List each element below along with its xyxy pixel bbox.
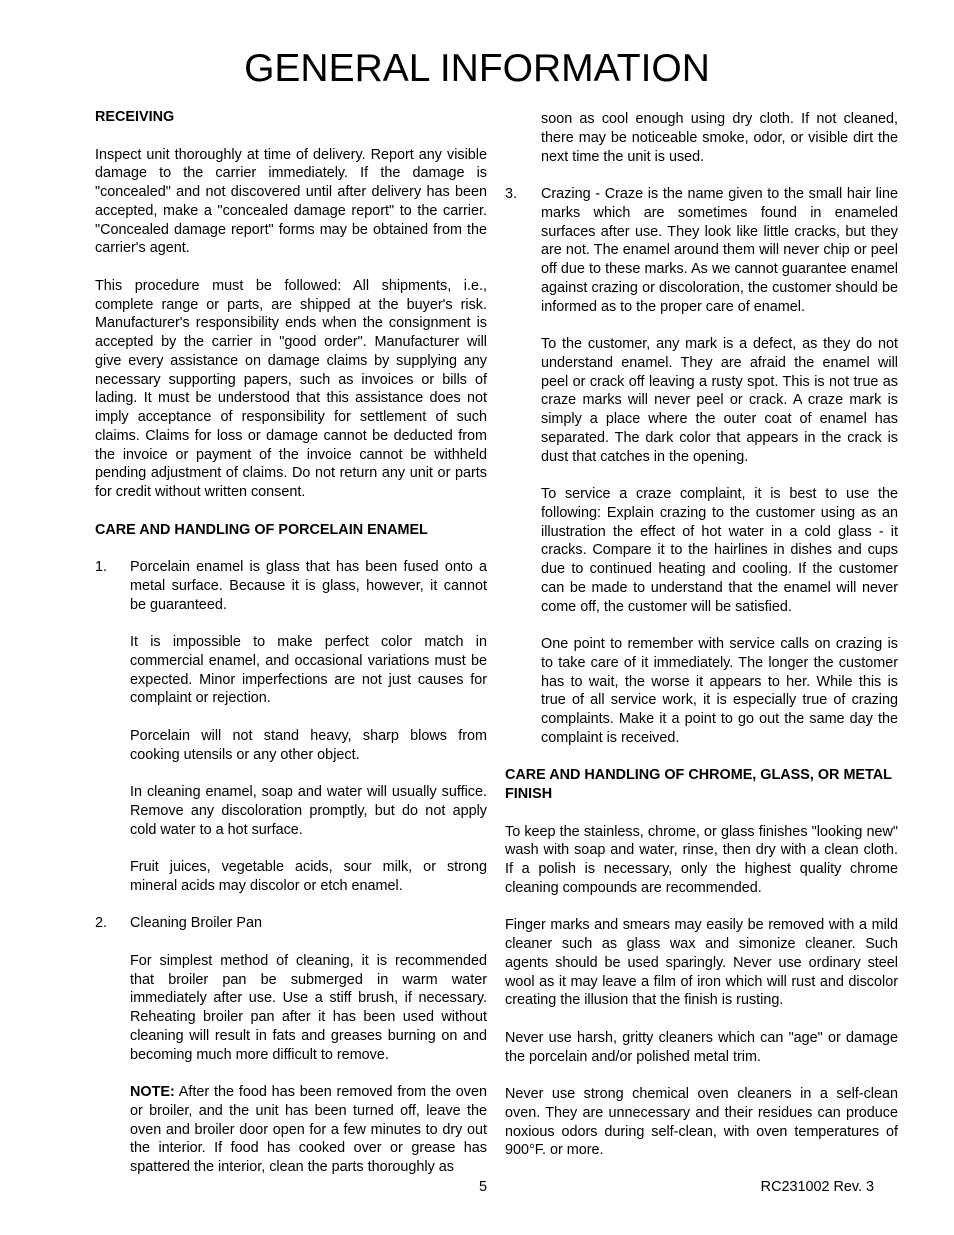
porcelain-item-1 <box>95 558 487 896</box>
item-number: 3. <box>505 186 518 202</box>
item-2-title: Cleaning Broiler Pan <box>130 915 262 932</box>
item-2-paragraph-1: For simplest method of cleaning, it is recommended that broiler pan be submerged in warm water immediately after use. Use a stiff brush, if necessary. Reheating broiler pan after it has been used without cleaning will result in fats and greases burning on and becoming much more difficult to remove. <box>130 952 487 1063</box>
left-column <box>95 108 487 1196</box>
item-1-paragraph-2: It is impossible to make perfect color match in commercial enamel, and occasional variations must be expected. Minor imperfections are not just causes for complaint or rejection. <box>130 634 487 707</box>
note-continuation: soon as cool enough using dry cloth. If not cleaned, there may be noticeable smoke, odor, or visible dirt the next time the unit is used. <box>541 111 898 165</box>
chrome-paragraph-4: Never use strong chemical oven cleaners in a self-clean oven. They are unnecessary and their residues can produce noxious odors during self-clean, with oven temperatures of 900°F. or more. <box>505 1086 898 1159</box>
item-2-note <box>130 1083 487 1177</box>
chrome-paragraph-3: Never use harsh, gritty cleaners which can "age" or damage the porcelain and/or polished metal trim. <box>505 1029 898 1065</box>
receiving-paragraph-2: This procedure must be followed: All shipments, i.e., complete range or parts, are shipped at the buyer's risk. Manufacturer's responsibility ends when the consignment is accepted by the carrier in "good order". Manufacturer will give every assistance on damage claims by supplying any necessary supporting papers, such as invoices or bills of lading. It must be understood that this assistance does not imply acceptance of responsibility for settlement of such claims. Claims for loss or damage cannot be deducted from the invoice or payment of the invoice cannot be withheld pending adjustment of claims. Do not return any unit or parts for credit without written consent. <box>95 277 487 500</box>
item-1-paragraph-5: Fruit juices, vegetable acids, sour milk, or strong mineral acids may discolor or etch enamel. <box>130 859 487 894</box>
receiving-heading: RECEIVING <box>95 109 175 125</box>
item-3-paragraph-3: To service a craze complaint, it is best to use the following: Explain crazing to the customer using as an illustration the effect of hot water in a cold glass - it cracks. Compare it to the hairlines in dishes and cups due to continued heating and cooling. If the customer can be made to understand that the enamel will never come off, the customer will be satisfied. <box>541 486 898 615</box>
item-number: 2. <box>95 915 108 932</box>
document-id: RC231002 Rev. 3 <box>760 1179 874 1195</box>
page-title: GENERAL INFORMATION <box>244 47 710 90</box>
note-text: After the food has been removed from the oven or broiler, and the unit has been turned off, leave the oven and broiler door open for a few minutes to dry out the interior. If food has cooked over or grease has spattered the interior, clean the parts thoroughly as <box>130 1084 487 1175</box>
item-number: 1. <box>95 559 108 575</box>
porcelain-item-2 <box>95 914 487 1177</box>
item-1-paragraph-4: In cleaning enamel, soap and water will usually suffice. Remove any discoloration promptly, but do not apply cold water to a hot surface. <box>130 784 487 838</box>
item-1-paragraph-1: Porcelain enamel is glass that has been fused onto a metal surface. Because it is glass, however, it cannot be guaranteed. <box>130 559 487 613</box>
item-1-paragraph-3: Porcelain will not stand heavy, sharp blows from cooking utensils or any other object. <box>130 727 487 763</box>
item-3-paragraph-1: Crazing - Craze is the name given to the small hair line marks which are sometimes found in enameled surfaces after use. They look like little cracks, but they are not. The enamel around them will never chip or peel off due to these marks. As we cannot guarantee enamel against crazing or discoloration, the customer should be informed as to the proper care of enamel. <box>541 186 898 315</box>
porcelain-item-3 <box>505 185 898 748</box>
chrome-paragraph-1: To keep the stainless, chrome, or glass finishes "looking new" wash with soap and water, rinse, then dry with a clean cloth. If a polish is necessary, only the highest quality chrome cleaning compounds are recommended. <box>505 823 898 896</box>
note-label: NOTE: <box>130 1084 175 1100</box>
porcelain-heading: CARE AND HANDLING OF PORCELAIN ENAMEL <box>95 521 428 538</box>
page-number: 5 <box>479 1179 488 1195</box>
item-3-paragraph-2: To the customer, any mark is a defect, as they do not understand enamel. They are afraid the enamel will peel or crack off leaving a rusty spot. This is not true as craze marks will never peel or crack. A craze mark is simply a place where the outer coat of enamel has separated. The dark color that appears in the crack is dust that catches in the opening. <box>541 336 898 465</box>
receiving-paragraph-1: Inspect unit thoroughly at time of delivery. Report any visible damage to the carrier immediately. If the damage is "concealed" and not discovered until after delivery has been accepted, make a "concealed damage report" to the carrier. "Concealed damage report" forms may be obtained from the carrier's agent. <box>95 146 487 257</box>
chrome-paragraph-2: Finger marks and smears may easily be removed with a mild cleaner such as glass wax and simonize cleaner. Such agents should be used sparingly. Never use ordinary steel wool as it may leave a film of iron which will rust and discolor creating the illusion that the finish is rusting. <box>505 917 898 1009</box>
chrome-heading: CARE AND HANDLING OF CHROME, GLASS, OR METAL FINISH <box>505 767 892 802</box>
item-3-paragraph-4: One point to remember with service calls on crazing is to take care of it immediately. The longer the customer has to wait, the worse it appears to her. While this is true of all service work, it is especially true of crazing complaints. Make it a point to go out the same day the complaint is received. <box>541 636 898 746</box>
right-column <box>505 110 898 1179</box>
